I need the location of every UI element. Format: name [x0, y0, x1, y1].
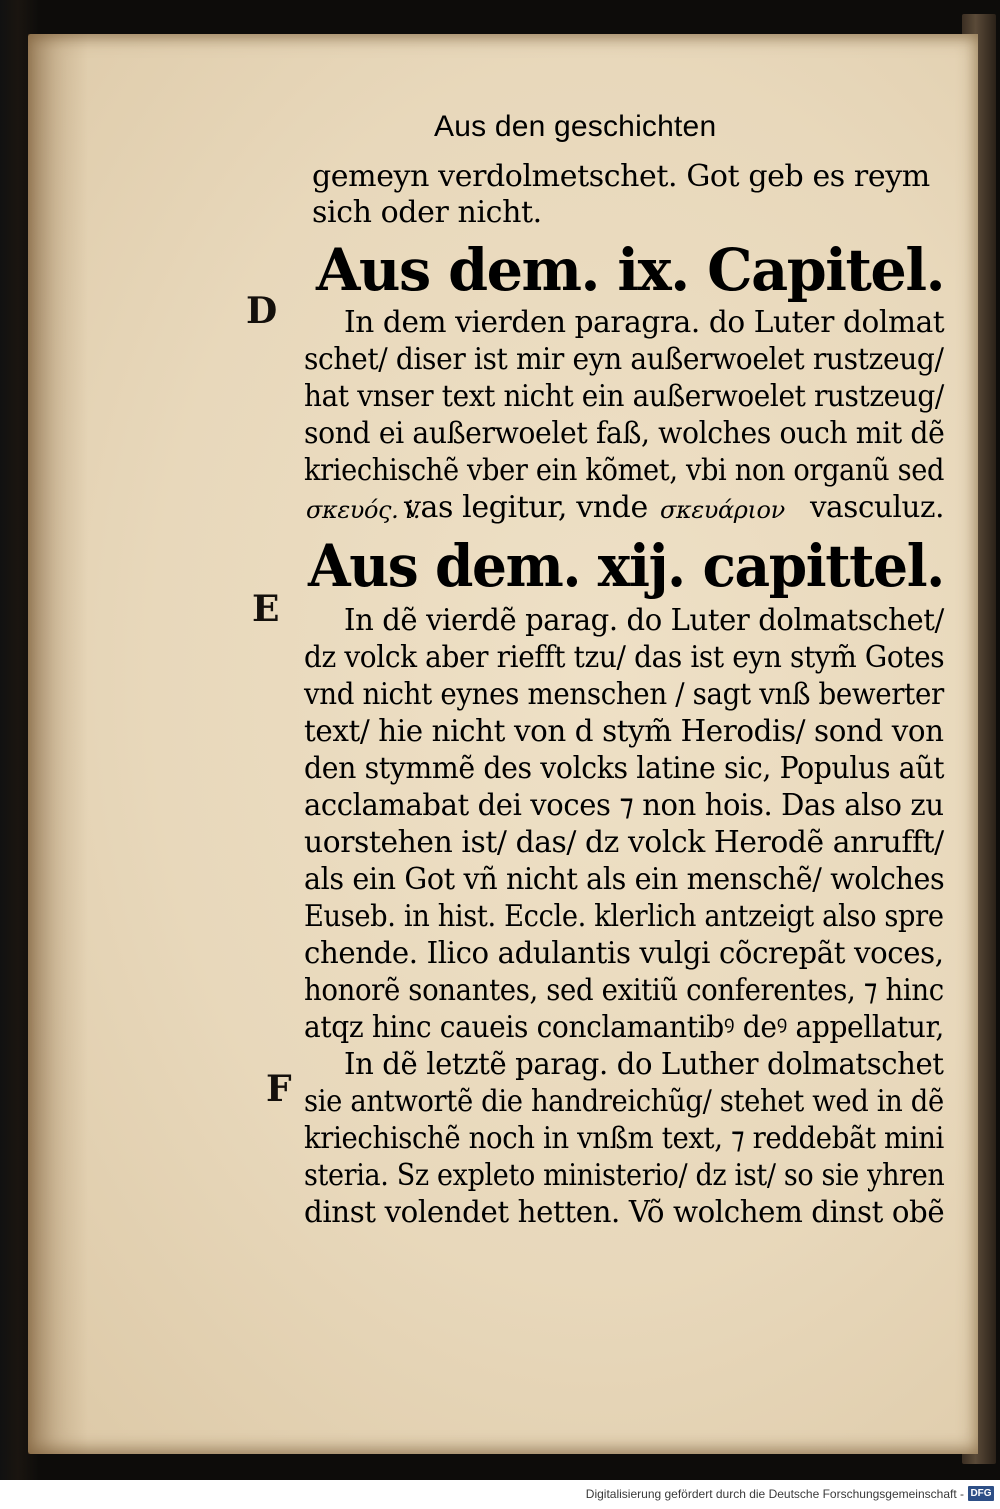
- greek-word: σκευάριον: [660, 496, 785, 524]
- text-line: sond ei außerwoelet faß, wolches ouch mit dẽ: [304, 416, 945, 451]
- text-line: Euseb. in hist. Eccle. klerlich antzeigt also spre: [304, 899, 944, 934]
- text-line: steria. Sz expleto ministerio/ dz ist/ so sie yhren: [304, 1158, 945, 1193]
- text-line: In dem vierden paragra. do Luter dolmat: [344, 305, 945, 340]
- text-line: kriechischẽ vber ein kõmet, vbi non organũ sed: [304, 453, 945, 488]
- chapter-heading: Aus dem. ix. Capitel.: [316, 236, 945, 304]
- text-line: dz volck aber riefft tzu/ das ist eyn stym̃ Gotes: [304, 640, 945, 675]
- footer-bar: [0, 1480, 1000, 1509]
- text-line: kriechischẽ noch in vnßm text, ⁊ reddebãt mini: [304, 1121, 944, 1156]
- greek-word: σκευός. i.: [306, 496, 421, 524]
- text-line: vasculuz.: [810, 490, 945, 525]
- footer-credit: Digitalisierung gefördert durch die Deutsche Forschungsgemeinschaft -: [585, 1487, 964, 1501]
- running-head: Aus den geschichten: [434, 110, 717, 143]
- marginal-letter-d: D: [246, 290, 278, 332]
- text-line: sich oder nicht.: [312, 195, 542, 230]
- text-line: chende. Ilico adulantis vulgi cõcrepãt voces,: [304, 936, 944, 971]
- text-line: vas legitur, vnde: [404, 490, 648, 525]
- chapter-heading: Aus dem. xij. capittel.: [308, 532, 944, 600]
- text-line: atqz hinc caueis conclamantibꝰ deꝰ appellatur,: [304, 1010, 944, 1045]
- text-line: honorẽ sonantes, sed exitiũ conferentes, ⁊ hinc: [304, 973, 944, 1008]
- text-line: uorstehen ist/ das/ dz volck Herodẽ anrufft/: [304, 825, 944, 860]
- text-line: text/ hie nicht von d stym̃ Herodis/ sond von: [304, 714, 944, 749]
- text-line: gemeyn verdolmetschet. Got geb es reym: [312, 159, 930, 194]
- text-line: dinst volendet hetten. Võ wolchem dinst obẽ: [304, 1195, 945, 1230]
- text-line: sie antwortẽ die handreichũg/ stehet wed in dẽ: [304, 1084, 944, 1119]
- text-line: schet/ diser ist mir eyn außerwoelet rustzeug/: [304, 342, 944, 377]
- text-line: acclamabat dei voces ⁊ non hois. Das also zu: [304, 788, 944, 823]
- text-line: hat vnser text nicht ein außerwoelet rustzeug/: [304, 379, 944, 414]
- page-gutter: [28, 34, 88, 1454]
- text-line: als ein Got vñ nicht als ein menschẽ/ wolches: [304, 862, 945, 897]
- dfg-logo-icon: DFG: [968, 1486, 994, 1501]
- marginal-letter-e: E: [252, 588, 280, 630]
- text-line: In dẽ letztẽ parag. do Luther dolmatschet: [344, 1047, 944, 1082]
- text-line: vnd nicht eynes menschen / sagt vnß bewerter: [304, 677, 944, 712]
- marginal-letter-f: F: [266, 1068, 292, 1110]
- text-line: den stymmẽ des volcks latine sic, Populus aũt: [304, 751, 945, 786]
- text-line: In dẽ vierdẽ parag. do Luter dolmatschet/: [344, 603, 944, 638]
